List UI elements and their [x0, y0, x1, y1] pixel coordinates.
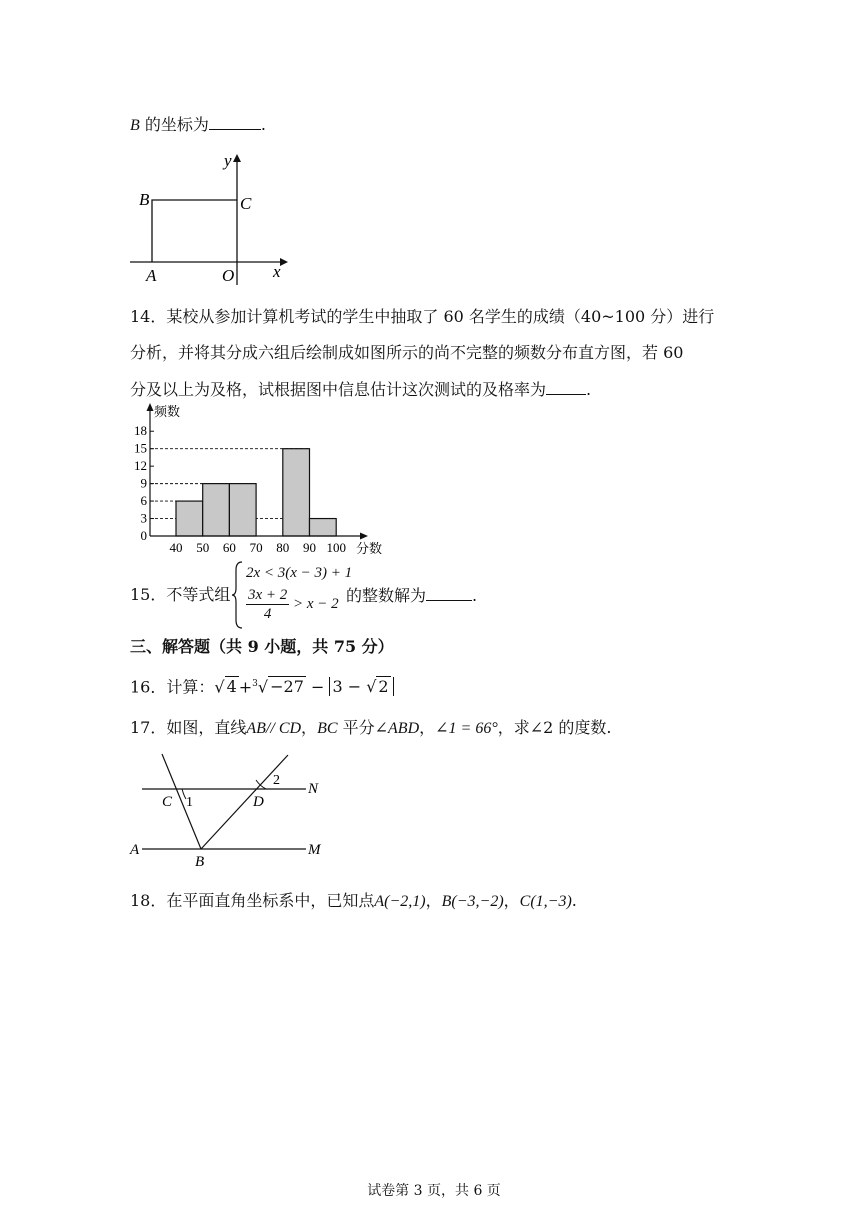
q17-mid2: 平分: [337, 718, 375, 737]
label-y: y: [224, 151, 232, 170]
label-o: O: [222, 266, 235, 285]
q16-cbrt-neg27: −27: [270, 677, 304, 697]
q18-end: .: [571, 891, 577, 910]
q14-answer-blank[interactable]: [546, 378, 586, 395]
q17-geometry-figure: [128, 752, 333, 872]
q18-sep2: ，: [503, 891, 520, 910]
q15-prefix: 15．不等式组: [130, 585, 231, 604]
x-tick-label-40: 40: [169, 540, 183, 555]
line-bd-extended: [201, 755, 288, 849]
q13-tail-end: .: [260, 115, 266, 134]
label-c: C: [162, 794, 173, 810]
y-tick-label-15: 15: [134, 440, 147, 456]
q16-plus: +: [238, 677, 253, 697]
label-c: C: [240, 194, 252, 213]
q15-fraction: [246, 586, 289, 623]
q17-bc: BC: [317, 720, 338, 737]
q16-line: [130, 673, 394, 698]
q17-line: [130, 717, 612, 740]
y-axis-title: 频数: [154, 404, 181, 419]
q18-point-a: A(−2,1): [374, 893, 426, 910]
section-3-title: 三、解答题（共 9 小题，共 75 分）: [130, 637, 394, 656]
q18-text: 18．在平面直角坐标系中，已知点: [130, 891, 375, 910]
y-axis-arrow: [233, 154, 241, 162]
q17-mid3: ，: [419, 718, 436, 737]
x-axis-title: 分数: [356, 541, 383, 556]
page-footer: 试卷第 3 页，共 6 页: [367, 1183, 501, 1199]
q17-ab-cd: AB// CD: [246, 720, 302, 737]
x-tick-label-100: 100: [326, 540, 346, 555]
q15-fraction-den: 4: [263, 606, 272, 622]
label-d: D: [253, 794, 264, 810]
q16-sqrt-2: 2: [378, 677, 389, 697]
q15-answer-blank[interactable]: [426, 584, 472, 601]
q15-fraction-num: 3x + 2: [248, 587, 288, 603]
label-x: x: [273, 262, 281, 281]
q18-point-b: B(−3,−2): [441, 893, 504, 910]
q16-minus: −: [305, 677, 330, 697]
q15-brace-icon: [232, 560, 244, 630]
histogram-bar-60-70: [229, 484, 256, 536]
q14-line-2: 分析，并将其分成六组后绘制成如图所示的尚不完整的频数分布直方图，若 60: [130, 343, 684, 362]
histogram-bar-90-100: [310, 519, 337, 536]
label-b: B: [195, 854, 205, 870]
q18-point-c: C(1,−3): [519, 893, 572, 910]
q14-histogram: [128, 400, 398, 565]
q16-cube-index: 3: [252, 679, 258, 689]
label-m: M: [308, 842, 321, 858]
q16-prefix: 16．计算：: [130, 677, 215, 697]
x-tick-label-90: 90: [303, 540, 316, 555]
q15-inequality-2-rest: > x − 2: [293, 595, 339, 612]
histogram-bar-40-50: [176, 501, 203, 536]
q18-sep1: ，: [425, 891, 442, 910]
label-1: 1: [186, 795, 193, 810]
x-axis-arrow: [280, 258, 288, 266]
q13-point-b: B: [130, 117, 140, 134]
q16-sqrt-4: 4: [226, 677, 237, 697]
y-tick-label-18: 18: [134, 423, 147, 439]
q17-mid1: ，: [301, 718, 318, 737]
q15-end: .: [472, 586, 478, 605]
q15-suffix-line: [346, 584, 477, 607]
histogram-bar-80-90: [283, 449, 310, 536]
x-tick-label-70: 70: [249, 540, 263, 555]
x-tick-label-50: 50: [196, 540, 210, 555]
q16-abs-text: 3 −: [332, 677, 367, 697]
y-axis-arrow: [147, 403, 154, 411]
q13-coordinate-figure: [120, 150, 300, 290]
q17-prefix: 17．如图，直线: [130, 718, 247, 737]
x-tick-label-80: 80: [276, 540, 290, 555]
sqrt-icon: √: [214, 677, 225, 697]
q13-answer-blank[interactable]: [209, 113, 261, 130]
q15-suffix: 的整数解为: [346, 586, 427, 605]
q13-tail-line: [130, 113, 266, 137]
q14-line-3-end: .: [586, 380, 592, 399]
histogram-bar-50-60: [203, 484, 230, 536]
q14-line-1: 14．某校从参加计算机考试的学生中抽取了 60 名学生的成绩（40~100 分）进行: [130, 307, 715, 326]
q14-line-3-text: 分及以上为及格，试根据图中信息估计这次测试的及格率为: [130, 380, 547, 399]
cbrt-icon: √: [257, 677, 269, 697]
q14-line-3: [130, 378, 591, 401]
x-axis-arrow: [360, 533, 368, 540]
q17-angle-abd: ∠ABD: [374, 720, 420, 737]
label-n: N: [308, 781, 319, 797]
q13-tail-text: 的坐标为: [139, 115, 209, 134]
label-2: 2: [273, 773, 280, 788]
label-b: B: [139, 190, 150, 209]
y-tick-label-6: 6: [140, 493, 147, 509]
sqrt-icon: √: [366, 677, 377, 697]
rectangle-abco: [152, 200, 237, 262]
y-tick-label-3: 3: [140, 510, 147, 526]
y-tick-label-12: 12: [134, 458, 147, 474]
x-tick-label-60: 60: [222, 540, 236, 555]
q15-inequality-1: 2x < 3(x − 3) + 1: [246, 565, 353, 581]
q15-inequality-2: [246, 586, 339, 623]
label-a: A: [130, 842, 140, 858]
q17-angle-1: ∠1 = 66°: [435, 720, 498, 737]
label-a: A: [146, 266, 157, 285]
q17-suffix: ，求∠2 的度数.: [497, 718, 612, 737]
y-tick-label-0: 0: [140, 528, 147, 543]
q18-line: [130, 890, 577, 913]
y-tick-label-9: 9: [140, 475, 147, 491]
q16-abs: [329, 677, 393, 696]
